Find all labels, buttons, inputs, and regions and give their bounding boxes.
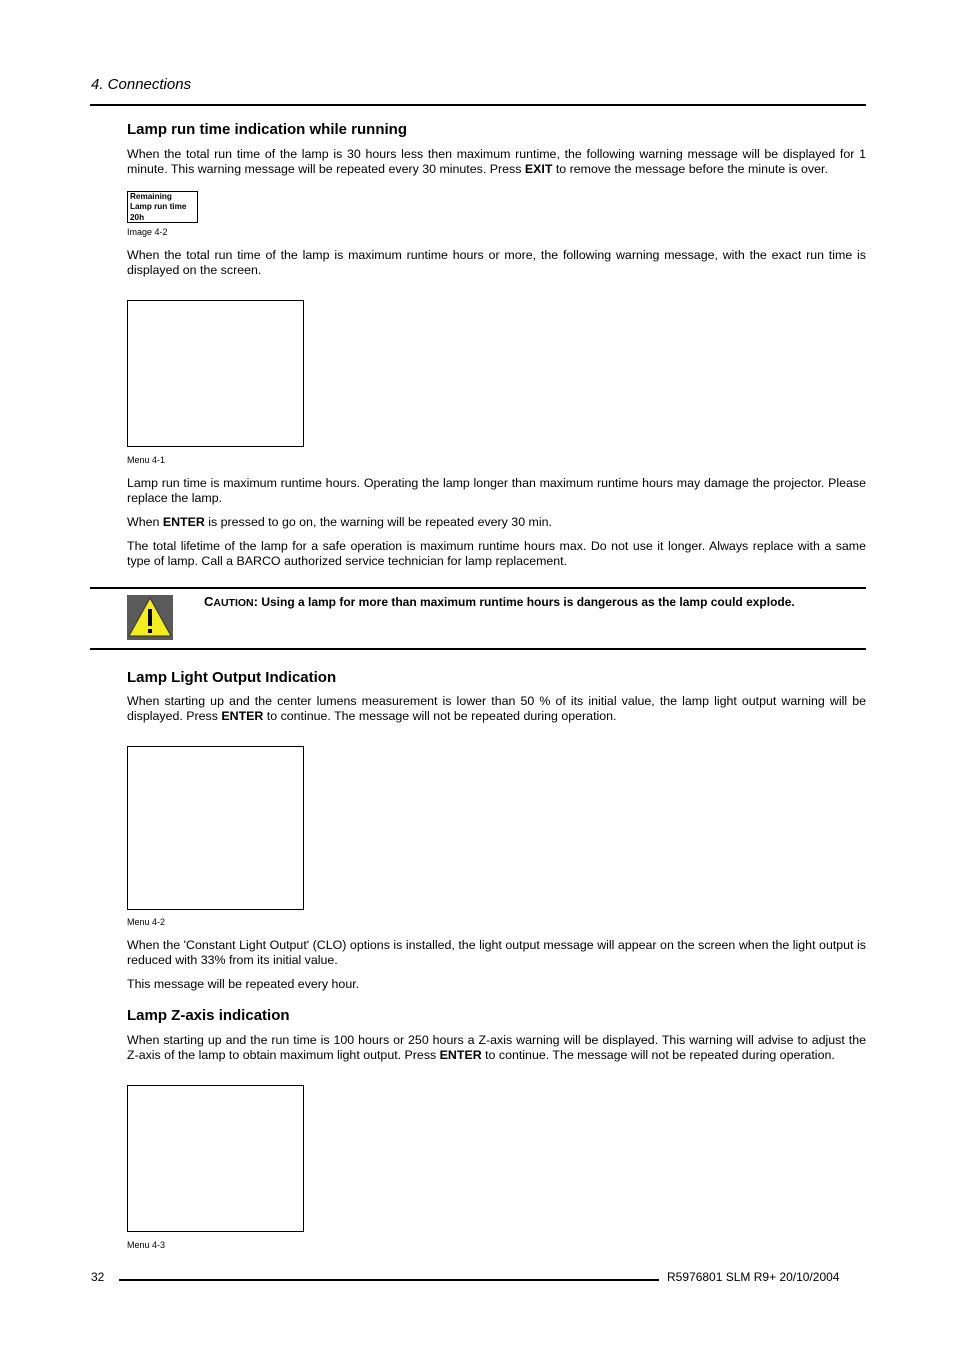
caution-text: CAUTION: Using a lamp for more than maximum runtime hours is dangerous as the lamp could explode. bbox=[204, 594, 795, 609]
caution-top-rule bbox=[90, 587, 866, 589]
remaining-lamp-runtime-image bbox=[127, 191, 198, 223]
paragraph: When the total run time of the lamp is maximum runtime hours or more, the following warning message, with the exact run time is displayed on the screen. bbox=[127, 248, 866, 277]
caution-bottom-rule bbox=[90, 648, 866, 650]
footer-doc-info: R5976801 SLM R9+ 20/10/2004 bbox=[667, 1270, 840, 1284]
menu-image-placeholder bbox=[127, 1085, 304, 1232]
section-heading-lamp-z-axis: Lamp Z-axis indication bbox=[127, 1007, 290, 1024]
menu-caption: Menu 4-2 bbox=[127, 917, 166, 927]
image-line: Lamp run time bbox=[130, 202, 187, 212]
paragraph: When the total run time of the lamp is 30 hours less then maximum runtime, the following warning message will be displayed for 1 minute. This warning message will be repeated every 30 minutes. Press EXIT to remove the message before the minute is over. bbox=[127, 147, 866, 176]
header-rule bbox=[90, 104, 866, 106]
menu-caption: Menu 4-3 bbox=[127, 1240, 166, 1250]
image-line: 20h bbox=[130, 212, 145, 222]
paragraph: The total lifetime of the lamp for a safe operation is maximum runtime hours max. Do not use it longer. Always replace with a same type of lamp. Call a BARCO authorized service technician for lamp replacement. bbox=[127, 539, 866, 568]
paragraph: When the 'Constant Light Output' (CLO) options is installed, the light output message will appear on the screen when the light output is reduced with 33% from its initial value. bbox=[127, 938, 866, 967]
image-line: Remaining bbox=[130, 192, 172, 201]
paragraph: When starting up and the run time is 100 hours or 250 hours a Z-axis warning will be displayed. This warning will advise to adjust the Z-axis of the lamp to obtain maximum light output. Press ENTER to continue. The message will not be repeated during operation. bbox=[127, 1033, 866, 1062]
image-caption: Image 4-2 bbox=[127, 227, 168, 237]
section-heading-lamp-light-output: Lamp Light Output Indication bbox=[127, 669, 337, 686]
paragraph: When ENTER is pressed to go on, the warning will be repeated every 30 min. bbox=[127, 515, 552, 529]
section-heading-lamp-run-time: Lamp run time indication while running bbox=[127, 121, 408, 138]
footer-rule bbox=[119, 1279, 659, 1281]
chapter-title: 4. Connections bbox=[91, 76, 192, 93]
warning-icon bbox=[127, 595, 173, 640]
page-number: 32 bbox=[91, 1270, 105, 1284]
paragraph: This message will be repeated every hour. bbox=[127, 977, 360, 991]
menu-image-placeholder bbox=[127, 746, 304, 910]
menu-caption: Menu 4-1 bbox=[127, 455, 166, 465]
menu-image-placeholder bbox=[127, 300, 304, 447]
paragraph: Lamp run time is maximum runtime hours. Operating the lamp longer than maximum runtime hours may damage the projector. Please replace the lamp. bbox=[127, 476, 866, 505]
paragraph: When starting up and the center lumens measurement is lower than 50 % of its initial value, the lamp light output warning will be displayed. Press ENTER to continue. The message will not be repeated during operation. bbox=[127, 694, 866, 723]
